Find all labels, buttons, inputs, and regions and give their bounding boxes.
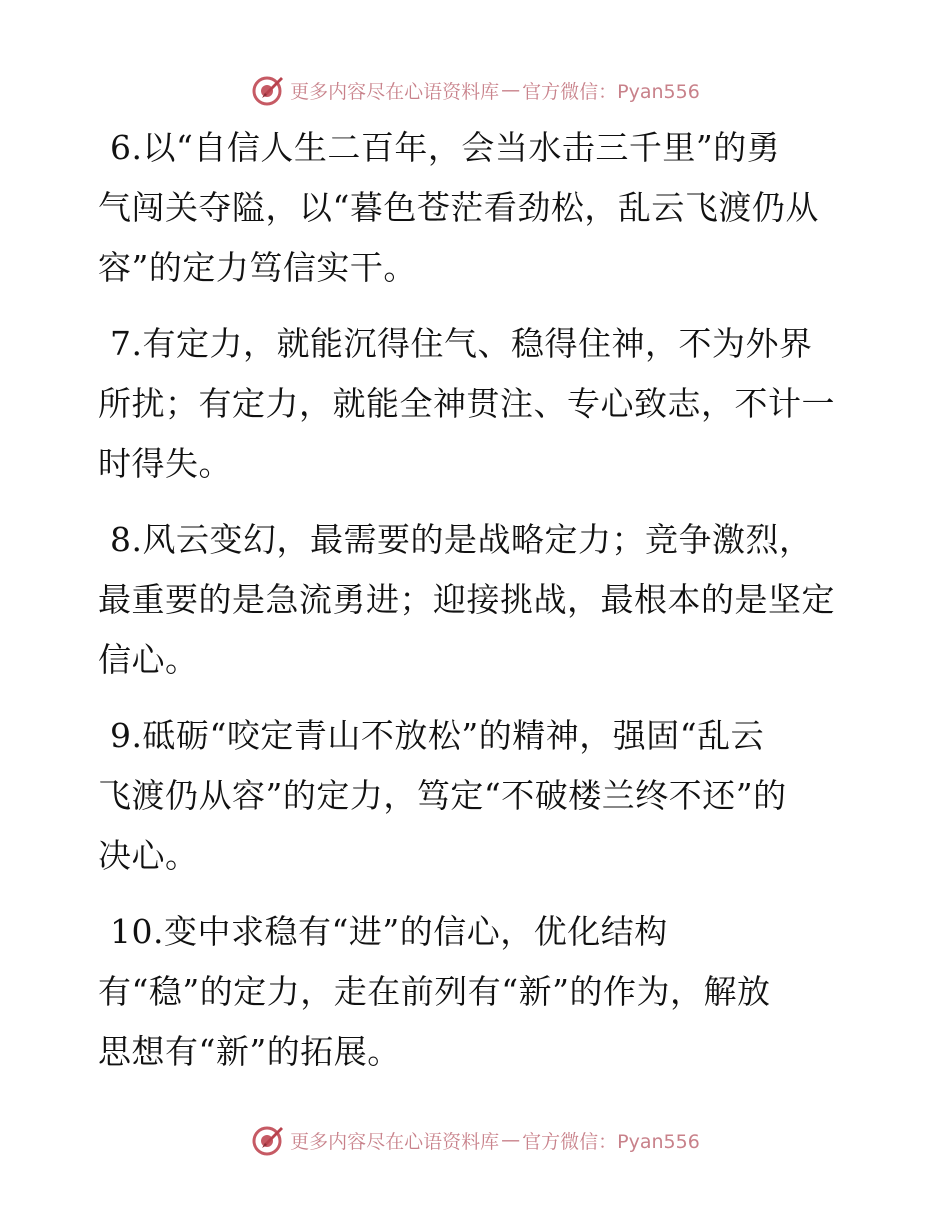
document-body [98,118,858,1098]
watermark-footer [0,1120,950,1160]
watermark-text: 更多内容尽在心语资料库 [290,80,500,103]
quill-logo-icon [250,72,286,108]
paragraph-line: 时得失。 [98,444,232,483]
paragraph-line: 容”的定力笃信实干。 [98,248,417,287]
watermark-text: 更多内容尽在心语资料库 [290,1130,500,1153]
paragraph-7 [98,314,858,494]
paragraph-line: 决心。 [98,836,199,875]
watermark-separator: — [501,79,521,101]
paragraph-line: 气闯关夺隘，以“暮色苍茫看劲松，乱云飞渡仍从 [98,188,819,227]
paragraph-line: 6.以“自信人生二百年，会当水击三千里”的勇 [110,128,781,167]
paragraph-line: 飞渡仍从容”的定力，笃定“不破楼兰终不还”的 [98,776,787,815]
paragraph-line: 10.变中求稳有“进”的信心，优化结构 [110,912,668,951]
watermark-header [0,70,950,110]
paragraph-line: 有“稳”的定力，走在前列有“新”的作为，解放 [98,972,771,1011]
paragraph-10 [98,902,858,1082]
watermark-contact: 官方微信：Pyan556 [522,80,700,103]
paragraph-line: 最重要的是急流勇进；迎接挑战，最根本的是坚定 [98,580,835,619]
paragraph-line: 所扰；有定力，就能全神贯注、专心致志，不计一 [98,384,835,423]
watermark-contact: 官方微信：Pyan556 [522,1130,700,1153]
paragraph-line: 思想有“新”的拓展。 [98,1032,401,1071]
paragraph-9 [98,706,858,886]
paragraph-8 [98,510,858,690]
paragraph-line: 信心。 [98,640,199,679]
paragraph-line: 7.有定力，就能沉得住气、稳得住神，不为外界 [110,324,813,363]
watermark-separator: — [501,1129,521,1151]
paragraph-line: 8.风云变幻，最需要的是战略定力；竞争激烈， [110,520,813,559]
paragraph-6 [98,118,858,298]
quill-logo-icon [250,1122,286,1158]
paragraph-line: 9.砥砺“咬定青山不放松”的精神，强固“乱云 [110,716,765,755]
